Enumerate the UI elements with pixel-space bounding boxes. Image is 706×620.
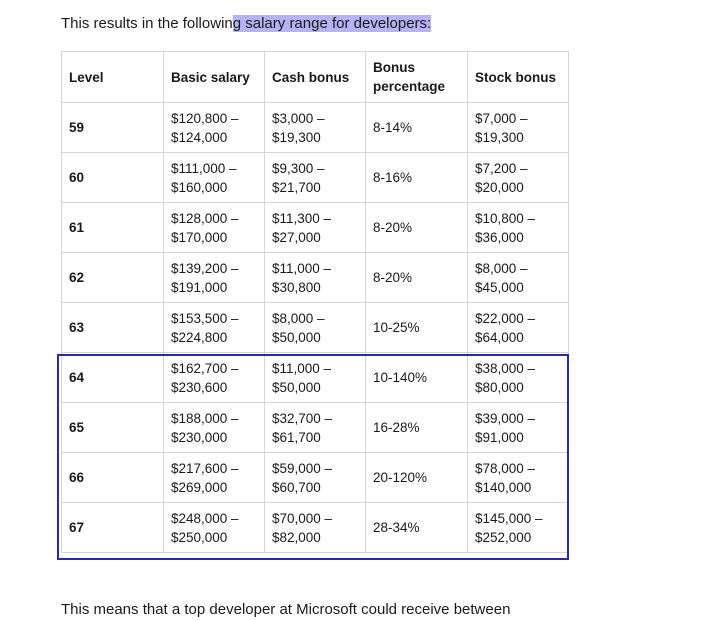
level-cell: 67 <box>62 503 164 553</box>
bonus-percentage-cell: 8-20% <box>366 253 468 303</box>
cash-bonus-cell: $59,000 – $60,700 <box>265 453 366 503</box>
level-cell: 61 <box>62 203 164 253</box>
intro-text: This results in the followin <box>61 15 233 32</box>
level-cell: 60 <box>62 153 164 203</box>
cash-bonus-cell: $11,000 – $30,800 <box>265 253 366 303</box>
level-cell: 64 <box>62 353 164 403</box>
basic-salary-cell: $139,200 – $191,000 <box>164 253 265 303</box>
cash-bonus-cell: $11,000 – $50,000 <box>265 353 366 403</box>
basic-salary-cell: $248,000 – $250,000 <box>164 503 265 553</box>
selected-text-highlight[interactable]: g salary range for developers: <box>232 15 432 32</box>
table-row <box>62 103 569 153</box>
bonus-percentage-cell: 28-34% <box>366 503 468 553</box>
header-bonus-percentage: Bonus percentage <box>366 52 468 103</box>
cash-bonus-cell: $32,700 – $61,700 <box>265 403 366 453</box>
cash-bonus-cell: $11,300 – $27,000 <box>265 203 366 253</box>
basic-salary-cell: $120,800 – $124,000 <box>164 103 265 153</box>
stock-bonus-cell: $10,800 – $36,000 <box>468 203 569 253</box>
basic-salary-cell: $111,000 – $160,000 <box>164 153 265 203</box>
header-stock-bonus: Stock bonus <box>468 52 569 103</box>
table-row <box>62 253 569 303</box>
bonus-percentage-cell: 20-120% <box>366 453 468 503</box>
cash-bonus-cell: $9,300 – $21,700 <box>265 153 366 203</box>
table-row <box>62 503 569 553</box>
intro-paragraph <box>61 14 431 34</box>
table-row <box>62 353 569 403</box>
footer-paragraph: This means that a top developer at Microsoft could receive between <box>61 601 511 618</box>
basic-salary-cell: $153,500 – $224,800 <box>164 303 265 353</box>
level-cell: 59 <box>62 103 164 153</box>
bonus-percentage-cell: 8-16% <box>366 153 468 203</box>
level-cell: 66 <box>62 453 164 503</box>
stock-bonus-cell: $78,000 – $140,000 <box>468 453 569 503</box>
stock-bonus-cell: $22,000 – $64,000 <box>468 303 569 353</box>
bonus-percentage-cell: 16-28% <box>366 403 468 453</box>
table-header-row <box>62 52 569 103</box>
level-cell: 62 <box>62 253 164 303</box>
bonus-percentage-cell: 8-20% <box>366 203 468 253</box>
stock-bonus-cell: $8,000 – $45,000 <box>468 253 569 303</box>
stock-bonus-cell: $39,000 – $91,000 <box>468 403 569 453</box>
basic-salary-cell: $217,600 – $269,000 <box>164 453 265 503</box>
header-level: Level <box>62 52 164 103</box>
table-row <box>62 303 569 353</box>
stock-bonus-cell: $145,000 – $252,000 <box>468 503 569 553</box>
stock-bonus-cell: $38,000 – $80,000 <box>468 353 569 403</box>
level-cell: 65 <box>62 403 164 453</box>
cash-bonus-cell: $70,000 – $82,000 <box>265 503 366 553</box>
cash-bonus-cell: $3,000 – $19,300 <box>265 103 366 153</box>
level-cell: 63 <box>62 303 164 353</box>
basic-salary-cell: $128,000 – $170,000 <box>164 203 265 253</box>
bonus-percentage-cell: 10-140% <box>366 353 468 403</box>
table-row <box>62 453 569 503</box>
basic-salary-cell: $188,000 – $230,000 <box>164 403 265 453</box>
stock-bonus-cell: $7,200 – $20,000 <box>468 153 569 203</box>
table-row <box>62 403 569 453</box>
cash-bonus-cell: $8,000 – $50,000 <box>265 303 366 353</box>
stock-bonus-cell: $7,000 – $19,300 <box>468 103 569 153</box>
table-row <box>62 203 569 253</box>
bonus-percentage-cell: 10-25% <box>366 303 468 353</box>
salary-table <box>61 51 569 553</box>
header-basic-salary: Basic salary <box>164 52 265 103</box>
bonus-percentage-cell: 8-14% <box>366 103 468 153</box>
table-row <box>62 153 569 203</box>
header-cash-bonus: Cash bonus <box>265 52 366 103</box>
basic-salary-cell: $162,700 – $230,600 <box>164 353 265 403</box>
